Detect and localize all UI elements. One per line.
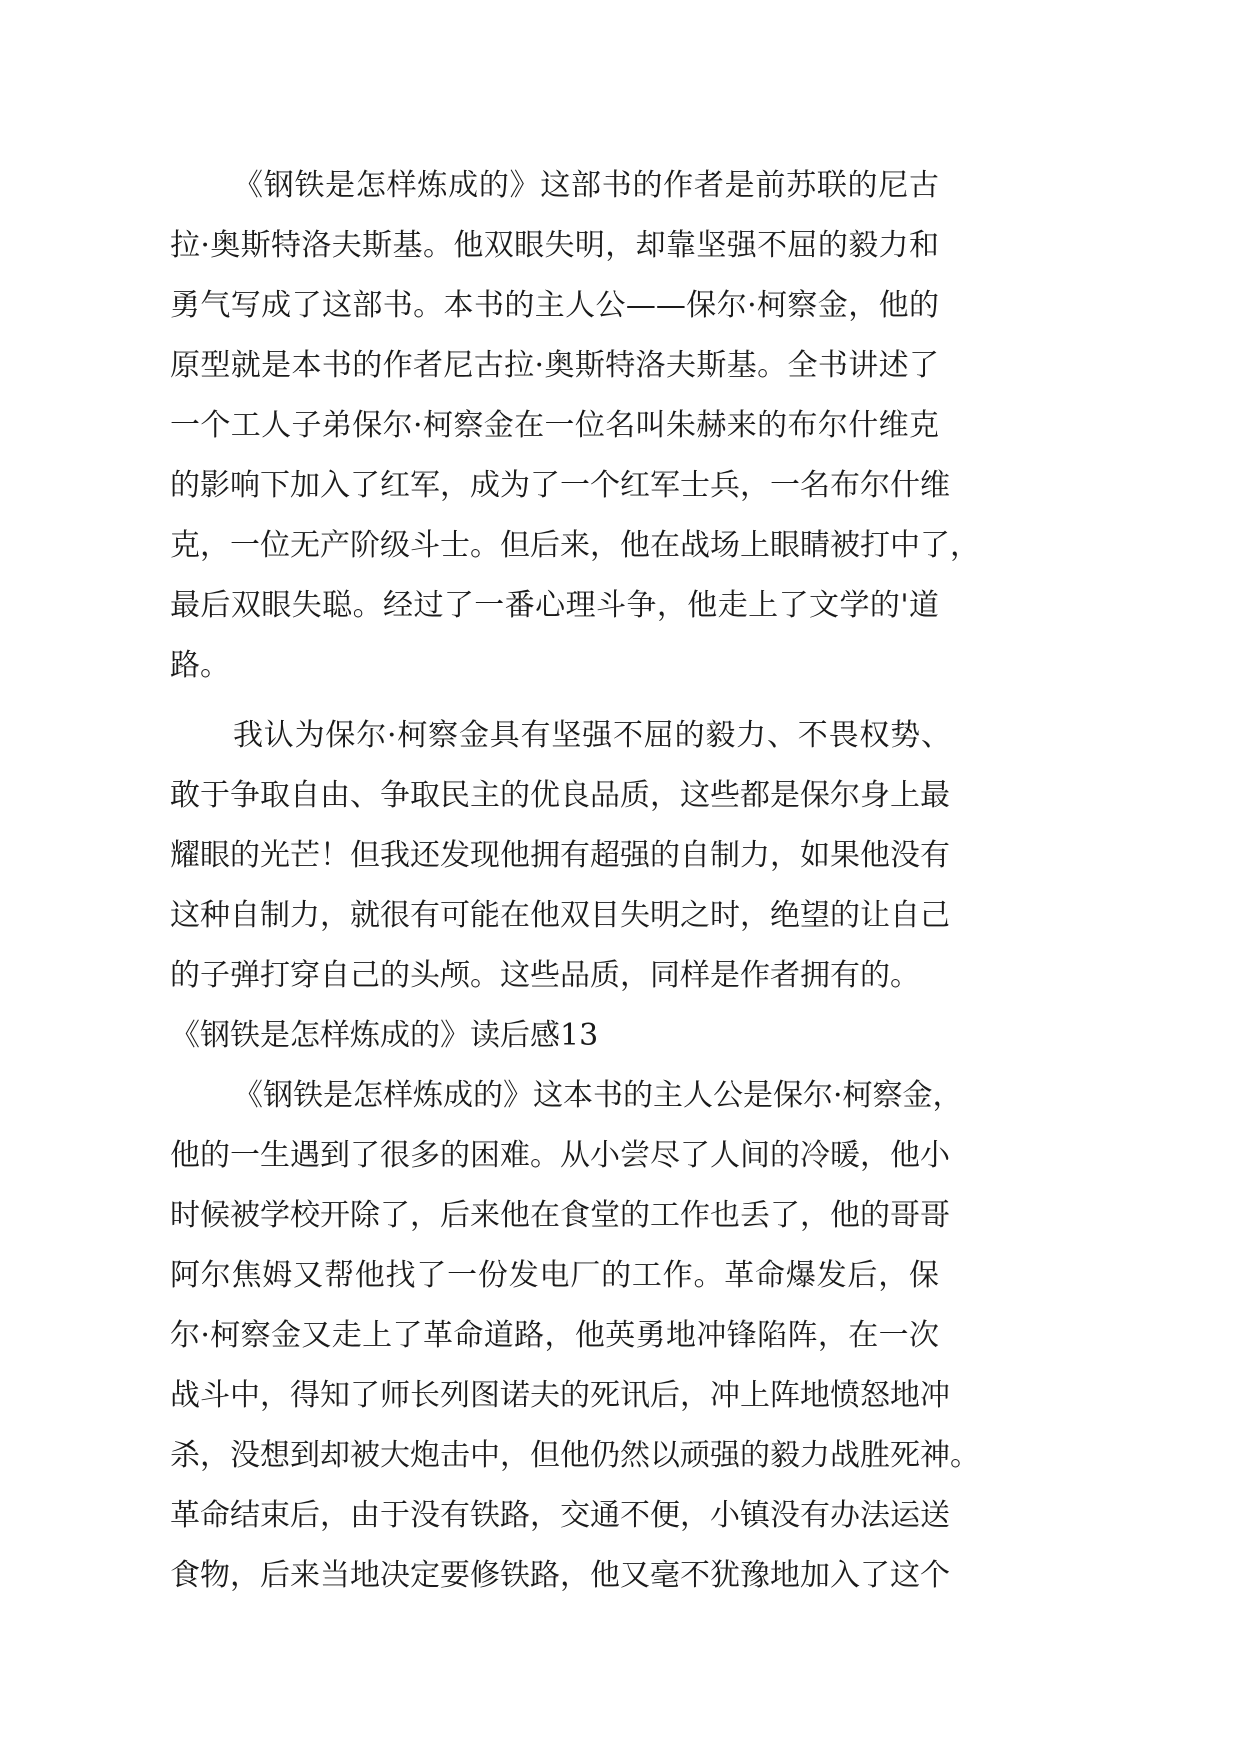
paragraph-3-line-2: 他的一生遇到了很多的困难。从小尝尽了人间的冷暖，他小 [170, 1138, 950, 1173]
paragraph-1-line-3: 勇气写成了这部书。本书的主人公——保尔·柯察金，他的 [170, 288, 939, 323]
paragraph-3-line-1: 《钢铁是怎样炼成的》这本书的主人公是保尔·柯察金， [233, 1078, 963, 1113]
paragraph-3-line-8: 革命结束后，由于没有铁路，交通不便，小镇没有办法运送 [170, 1498, 950, 1533]
paragraph-3-line-4: 阿尔焦姆又帮他找了一份发电厂的工作。革命爆发后，保 [170, 1258, 939, 1293]
paragraph-3-line-5: 尔·柯察金又走上了革命道路，他英勇地冲锋陷阵，在一次 [170, 1318, 939, 1353]
paragraph-3-line-3: 时候被学校开除了，后来他在食堂的工作也丢了，他的哥哥 [170, 1198, 950, 1233]
section-title: 《钢铁是怎样炼成的》读后感13 [170, 1018, 599, 1053]
paragraph-1-line-8: 最后双眼失聪。经过了一番心理斗争，他走上了文学的'道 [170, 588, 939, 623]
paragraph-3-line-7: 杀，没想到却被大炮击中，但他仍然以顽强的毅力战胜死神。 [170, 1438, 980, 1473]
paragraph-1-line-1: 《钢铁是怎样炼成的》这部书的作者是前苏联的尼古 [233, 168, 939, 203]
paragraph-1-line-7: 克，一位无产阶级斗士。但后来，他在战场上眼睛被打中了， [170, 528, 980, 563]
paragraph-2-line-2: 敢于争取自由、争取民主的优良品质，这些都是保尔身上最 [170, 778, 950, 813]
paragraph-1-line-5: 一个工人子弟保尔·柯察金在一位名叫朱赫来的布尔什维克 [170, 408, 939, 443]
paragraph-3-line-6: 战斗中，得知了师长列图诺夫的死讯后，冲上阵地愤怒地冲 [170, 1378, 950, 1413]
paragraph-1-line-4: 原型就是本书的作者尼古拉·奥斯特洛夫斯基。全书讲述了 [170, 348, 939, 383]
paragraph-2-line-1: 我认为保尔·柯察金具有坚强不屈的毅力、不畏权势、 [233, 718, 951, 753]
paragraph-2-line-5: 的子弹打穿自己的头颅。这些品质，同样是作者拥有的。 [170, 958, 920, 993]
paragraph-1-line-9: 路。 [170, 648, 230, 683]
paragraph-1-line-2: 拉·奥斯特洛夫斯基。他双眼失明，却靠坚强不屈的毅力和 [170, 228, 939, 263]
paragraph-1-line-6: 的影响下加入了红军，成为了一个红军士兵，一名布尔什维 [170, 468, 950, 503]
paragraph-2-line-3: 耀眼的光芒！但我还发现他拥有超强的自制力，如果他没有 [170, 838, 950, 873]
paragraph-3-line-9: 食物，后来当地决定要修铁路，他又毫不犹豫地加入了这个 [170, 1558, 950, 1593]
paragraph-2-line-4: 这种自制力，就很有可能在他双目失明之时，绝望的让自己 [170, 898, 950, 933]
